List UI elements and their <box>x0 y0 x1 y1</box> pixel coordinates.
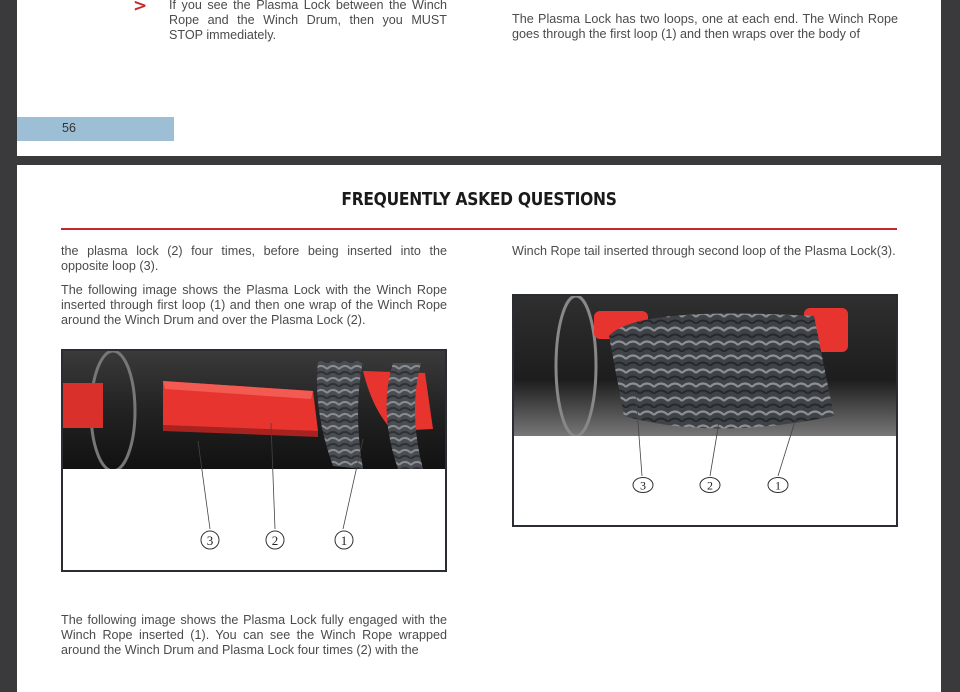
plasma-lock-one-wrap-figure <box>61 349 447 572</box>
callout-2 <box>266 531 284 549</box>
plasma-lock-fully-engaged-figure <box>512 294 898 527</box>
winch-drum-photo-right <box>514 296 896 525</box>
svg-text:2: 2 <box>707 478 713 493</box>
page-number-bar <box>17 117 174 141</box>
svg-text:2: 2 <box>271 533 279 548</box>
svg-text:1: 1 <box>775 478 781 493</box>
svg-text:1: 1 <box>340 533 348 548</box>
svg-text:3: 3 <box>640 478 646 493</box>
winch-drum-photo-left <box>63 351 445 570</box>
page-title: FREQUENTLY ASKED QUESTIONS <box>341 189 617 210</box>
right-paragraph-1: Winch Rope tail inserted through second loop of the Plasma Lock(3). <box>512 244 896 258</box>
left-paragraph-2: The following image shows the Plasma Lock with the Winch Rope inserted through first loop (1) and then one wrap of the Winch Rope around the Winch Drum and over the Plasma Lock (2). <box>61 283 447 327</box>
svg-text:3: 3 <box>206 533 214 548</box>
callout-3 <box>633 478 653 493</box>
callout-3 <box>201 531 219 549</box>
left-paragraph-3: The following image shows the Plasma Lock fully engaged with the Winch Rope inserted (1). You can see the Winch Rope wrapped around the Winch Drum and Plasma Lock four times (2) with the <box>61 613 447 657</box>
warning-bullet-text: If you see the Plasma Lock between the Winch Rope and the Winch Drum, then you MUST STOP immediately. <box>169 0 447 42</box>
chevron-right-icon: > <box>133 0 148 16</box>
callout-1 <box>768 478 788 493</box>
document-page-faq <box>17 165 941 692</box>
left-paragraph-1: the plasma lock (2) four times, before being inserted into the opposite loop (3). <box>61 244 447 273</box>
callout-1 <box>335 531 353 549</box>
title-divider <box>61 228 897 230</box>
document-page-56 <box>17 0 941 156</box>
callout-2 <box>700 478 720 493</box>
page-number: 56 <box>62 121 76 135</box>
right-column-text: The Plasma Lock has two loops, one at each end. The Winch Rope goes through the first loop (1) and then wraps over the body of <box>512 12 898 41</box>
